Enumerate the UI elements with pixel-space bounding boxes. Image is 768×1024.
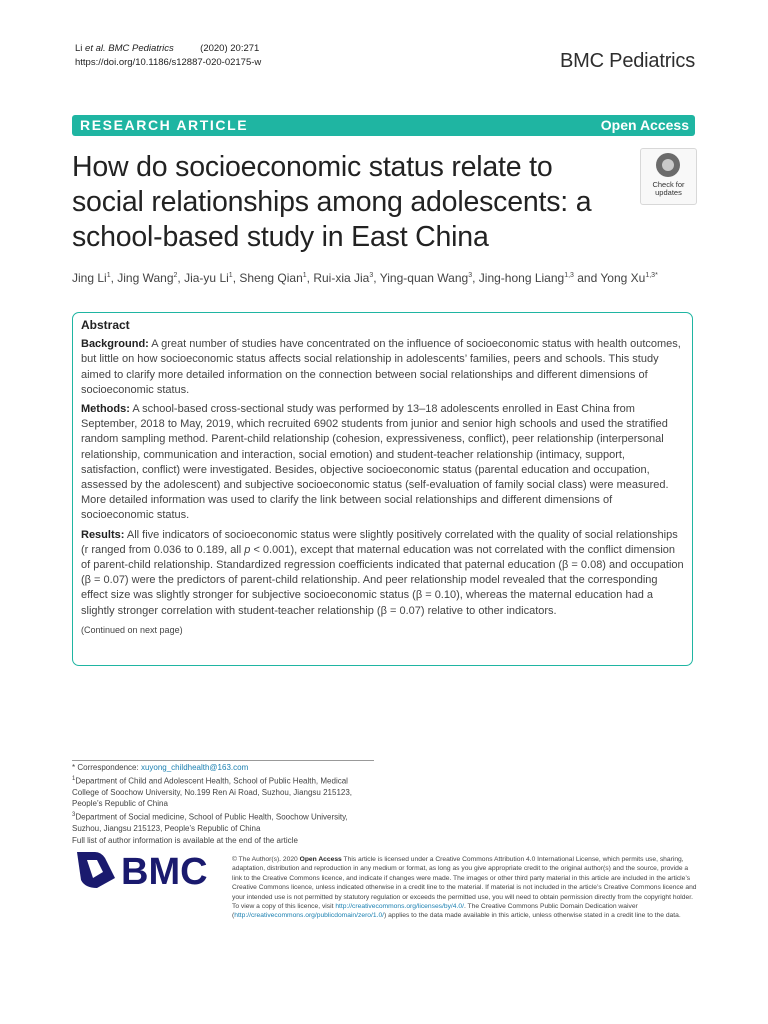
citation-block [75,42,261,70]
results-label: Results: [81,528,125,541]
citation-journal: et al. BMC Pediatrics [85,43,174,54]
results-p-symbol: p [244,543,251,556]
correspondence-label: * Correspondence: [72,763,141,772]
affiliation-number: 1 [72,775,76,782]
author-affiliation: 1 [228,272,233,279]
copyright-text: © The Author(s). 2020 [232,856,300,863]
author[interactable] [239,271,306,285]
author-affiliation: 3 [369,272,374,279]
license-text [232,855,697,921]
author[interactable] [479,271,574,285]
license-body-c: ) applies to the data made available in this article, unless otherwise stated in a credit line to the data. [384,912,681,920]
author-name: Sheng Qian [239,271,303,285]
correspondence-email-link[interactable]: xuyong_childhealth@163.com [140,763,249,772]
methods-label: Methods: [81,403,130,416]
doi-link[interactable]: https://doi.org/10.1186/s12887-020-02175-w [75,57,262,68]
author[interactable] [117,271,177,285]
affiliation-number: 3 [72,812,76,819]
cc-by-license-link[interactable]: http://creativecommons.org/licenses/by/4.0/ [335,903,464,911]
author-name: Jing Wang [117,271,174,285]
badge-line2: updates [655,188,682,197]
author-affiliation: 1 [302,272,307,279]
license-body-a: This article is licensed under a Creative Commons Attribution 4.0 International License, which permits use, sharing, adaptation, distribution and reproduction in any medium or format, as long as you give appropriate credit to the original author(s) and the source, provide a link to the Creative Commons licence, and indicate if changes were made. The images or other third party material in this article are included in the article’s Creative Commons licence, unless indicated otherwise in a credit line to the material. If material is not included in the article’s Creative Commons licence and your intended use is not permitted by statutory regulation or exceeds the permitted use, you will need to obtain permission directly from the copyright holder. To view a copy of this licence, visit [232,856,697,911]
cc0-waiver-link[interactable]: http://creativecommons.org/publicdomain/zero/1.0/ [234,912,385,920]
author-affiliation: 1 [106,272,111,279]
author[interactable] [313,271,373,285]
author-name: Jia-yu Li [184,271,229,285]
abstract-box [72,312,693,666]
author-name: Ying-quan Wang [379,271,469,285]
correspondence-line [72,762,374,774]
affiliation-3 [72,810,374,835]
affiliation-text: Department of Child and Adolescent Health, School of Public Health, Medical College of Soochow University, No.199 Ren Ai Road, Suzhou, Jiangsu 215123, People’s Republic of China [72,776,353,809]
abstract-content [81,318,686,638]
author-affiliation: 3 [468,272,473,279]
author-list: Jing Li$^1$, Jing Wang$^2$, Jia-yu Li$^1$, Sheng Qian$^1$, Rui-xia Jia$^3$, Ying-quan Wang$^3$, Jing-hong Liang$^{1,3}$ and Yong $Xu^{1,3*}$ [72,271,658,285]
footnotes [72,762,374,846]
author-name: Jing Li [72,271,107,285]
badge-line1: Check for [652,180,685,189]
journal-brand: BMC Pediatrics [559,50,695,72]
abstract-results [81,528,686,619]
author-affiliation: 1,3 [564,272,574,279]
abstract-heading: Abstract [81,318,130,332]
license-body-b: . The Creative Commons Public Domain Dedication waiver ( [232,903,638,920]
author[interactable] [380,271,472,285]
full-author-info-note: Full list of author information is available at the end of the article [72,835,298,845]
article-type-label: RESEARCH ARTICLE [80,117,249,133]
citation-year-volume: (2020) 20:271 [200,43,260,54]
methods-text: A school-based cross-sectional study was performed by 13–18 adolescents enrolled in East China from September, 2018 to May, 2019, which recruited 6902 students from junior and senior high schools and used the stratified random sampling method. Parent-child relationship (cohesion, expressiveness, conflict), peer relationship (interpersonal relationship, communication and interaction, social emotion) and student-teacher relationship (intimacy, support, satisfaction, conflict) were investigated. Besides, objective socioeconomic status (parental education and occupation, assessed by the adolescent) and subjective socioeconomic status (self-evaluation of family social class) were measured. More detailed information was used to clarify the link between social relationships and different dimensions of socioeconomic status. [81,403,669,522]
author-affiliation: 2 [173,272,178,279]
continued-note: (Continued on next page) [81,624,183,635]
results-text-b: < 0.001), except that maternal education was not correlated with the conflict dimension of parent-child relationship. Standardized regression coefficients indicated that paternal education (β = 0.08) and occupation (β = 0.07) were the predictors of parent-child relationship. And peer relationship model revealed that the corresponding effect size was slightly stronger for subjective socioeconomic status (β = 0.10), whereas the maternal education had a slightly stronger correlation with student-teacher relationship (β = 0.07) relative to other indicators. [81,543,684,617]
affiliation-text: Department of Social medicine, School of Public Health, Soochow University, Suzhou, Jiangsu 215123, People’s Republic of China [72,812,348,834]
open-access-bold: Open Access [299,856,342,863]
results-text-a: All five indicators of socioeconomic status were slightly positively correlated with the quality of social relationships (r ranged from 0.036 to 0.189, all [81,528,678,556]
bmc-logo-text: BMC [121,851,208,890]
affiliation-1 [72,774,374,810]
author[interactable] [72,271,111,285]
check-for-updates-badge[interactable] [640,148,697,205]
article-type-banner [72,115,695,136]
author-name: Jing-hong Liang [478,271,565,285]
abstract-background [81,337,686,398]
author-name: Rui-xia Jia [313,271,370,285]
abstract-methods [81,402,686,524]
background-text: A great number of studies have concentrated on the influence of socioeconomic status with health outcomes, but little on how socioeconomic status affects social relationship in adolescents’ families, peers and schools. This study aimed to clarify more detailed information on the connection between social relationships and different dimensions of socioeconomic status. [81,338,681,396]
citation-line [75,42,261,56]
open-access-label: Open Access [600,117,689,133]
citation-authors: Li [75,43,86,54]
footnote-divider [72,760,374,761]
bmc-logo [75,848,220,890]
author-affiliation: 1,3* [645,272,658,279]
author[interactable] [600,271,657,285]
author-name: Yong Xu [600,271,646,285]
crossmark-icon [656,153,680,177]
article-title: How do socioeconomic status relate to social relationships among adolescents: a school-based study in East China [72,151,592,253]
author[interactable] [184,271,233,285]
background-label: Background: [81,338,149,351]
